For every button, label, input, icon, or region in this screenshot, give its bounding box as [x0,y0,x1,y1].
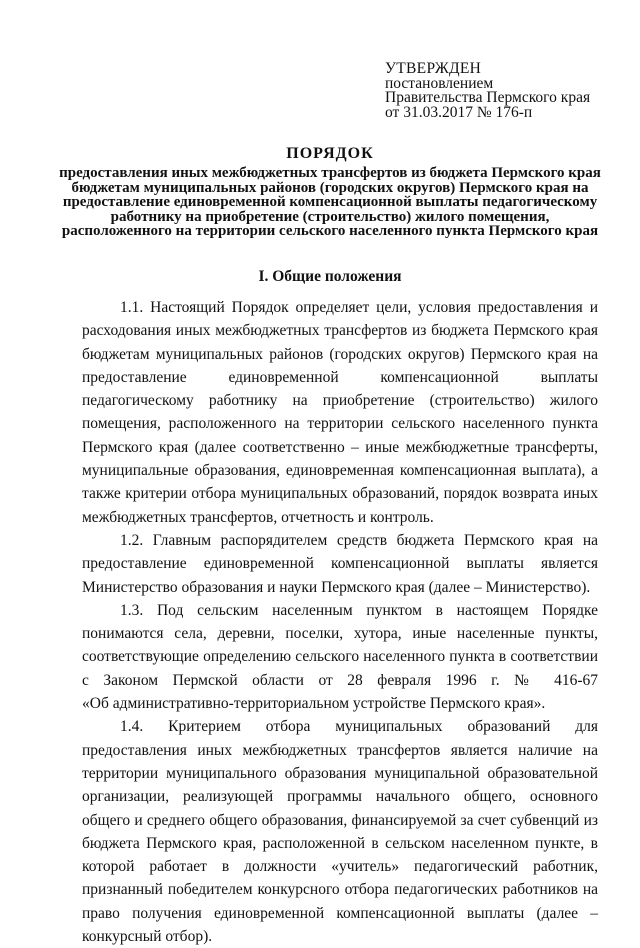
paragraph-1-3: 1.3. Под сельским населенным пунктом в настоящем Порядке понимаются села, деревни, поселки, хутора, иные населенные пункты, соответствующие определению сельского населенного пункта в соответствии с Законом Пермской области от 28 февраля 1996 г. № 416-67 [82,601,598,689]
document-title: ПОРЯДОК [286,145,374,162]
approval-line: Правительства Пермского края [385,89,591,106]
paragraph-1-2: 1.2. Главным распорядителем средств бюджета Пермского края на предоставление единовременной компенсационной выплаты является Министерство образования и науки Пермского края (далее – Министерство). [82,531,598,596]
section-heading: I. Общие положения [258,268,402,285]
document-body [82,296,598,948]
paragraph-1-4: 1.4. Критерием отбора муниципальных образований для предоставления иных межбюджетных трансфертов является наличие на территории муниципального образования муниципальной образовательной организации, реализующей программы начального общего, основного общего и среднего общего образования, финансируемой за счет субвенций из бюджета Пермского края, расположенной в сельском населенном пункте, в которой работает в должности «учитель» педагогический работник, признанный победителем конкурсного отбора педагогических работников на право получения единовременной компенсационной выплаты (далее – конкурсный отбор). [82,718,598,946]
paragraph-1-1: 1.1. Настоящий Порядок определяет цели, условия предоставления и расходования иных межбюджетных трансфертов из бюджета Пермского края бюджетам муниципальных районов (городских округов) Пермского края на предоставление единовременной компенсационной выплаты педагогическому работнику на приобретение (строительство) жилого помещения, расположенного на территории сельского населенного пункта Пермского края (далее соответственно – иные межбюджетные трансферты, муниципальные образования, единовременная компенсационная выплата), а также критерии отбора муниципальных образований, порядок возврата иных межбюджетных трансфертов, отчетность и контроль. [82,299,598,526]
approval-date: от 31.03.2017 № 176-п [385,103,533,121]
document-subtitle: предоставления иных межбюджетных трансфертов из бюджета Пермского края бюджетам муниципальных районов (городских округов) Пермского края на предоставление единовременной компенсационной выплаты педагогическому работнику на приобретение (строительство) жилого помещения, расположенного на территории сельского населенного пункта Пермского края [59,165,601,240]
approval-stamp [385,62,590,120]
approval-heading: УТВЕРЖДЕН [385,60,482,77]
approval-line: постановлением [385,74,494,92]
paragraph-1-3-continued: «Об административно-территориальном устройстве Пермского края». [82,695,546,713]
